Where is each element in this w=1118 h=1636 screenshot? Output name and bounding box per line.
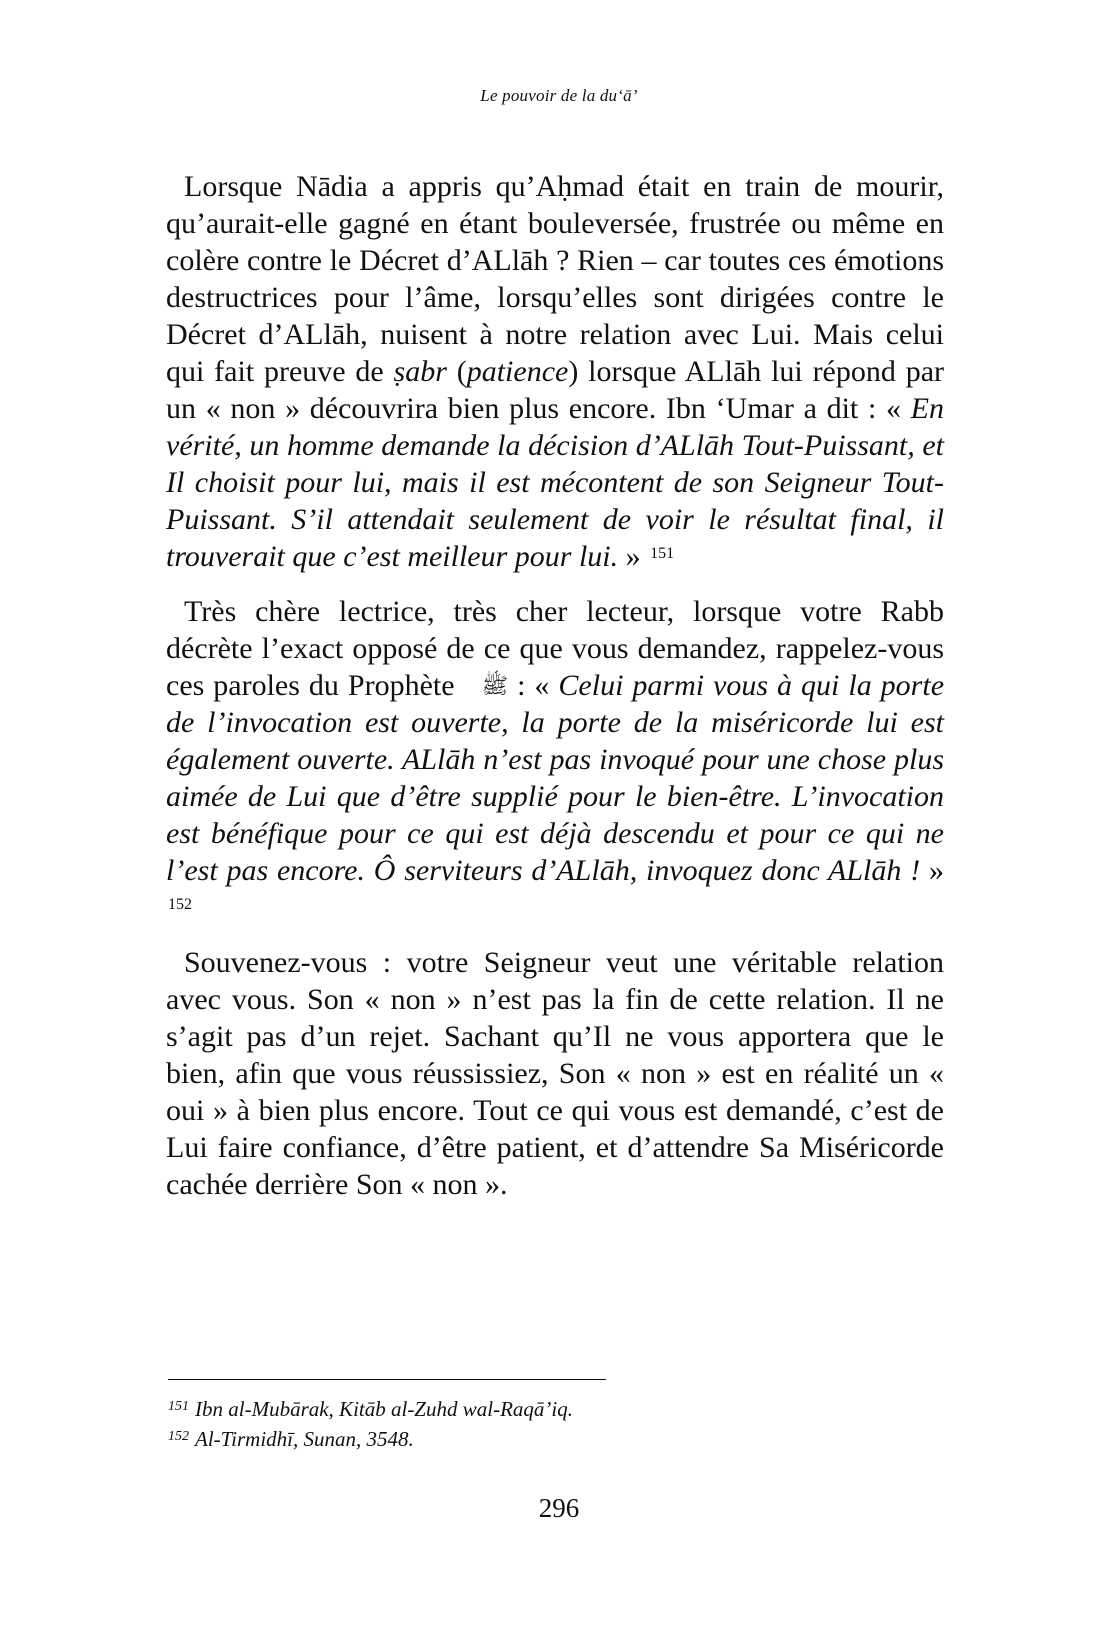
footnote-number: 151 <box>168 1399 189 1414</box>
footnote-ref[interactable]: 152 <box>168 896 192 913</box>
quote-text: patience <box>466 355 569 388</box>
footnote-152 <box>168 1424 948 1454</box>
footnote-number: 152 <box>168 1429 189 1444</box>
footnote-ref[interactable]: 151 <box>650 545 675 562</box>
paragraph-text: Lorsque Nādia a appris qu’Aḥmad était en train de mourir, qu’aurait-elle gagné en étant bouleversée, frustrée ou même en colère contre le Décret d’ALlāh ? Rien – car toutes ces émotions destructrices pour l’âme, lorsqu’elles sont dirigées contre le Décret d’ALlāh, nuisent à notre relation avec Lui. Mais celui qui fait preuve de <box>166 170 944 388</box>
paragraph-text: ) lorsque ALlāh lui répond par un « non » découvrira bien plus encore. Ibn ‘Umar a dit : « <box>166 355 944 425</box>
paragraph-text: Très chère lectrice, très cher lecteur, lorsque votre Rabb décrète l’exact opposé de ce que vous demandez, rappelez-vous ces paroles du Prophète <box>166 595 944 702</box>
running-head: Le pouvoir de la du‘ā’ <box>480 86 638 105</box>
footnote-text: Al-Tirmidhī, Sunan, 3548. <box>195 1427 414 1451</box>
footnotes <box>168 1394 948 1454</box>
quote-text: En vérité, un homme demande la décision d’ALlāh Tout-Puissant, et Il choisit pour lui, mais il est mécontent de son Seigneur Tout-Puissant. S’il attendait seulement de voir le résultat final, il trouverait que c’est meilleur pour lui. <box>166 392 944 573</box>
footnote-151 <box>168 1394 948 1424</box>
quote-text: Celui parmi vous à qui la porte de l’invocation est ouverte, la porte de la miséricorde lui est également ouverte. ALlāh n’est pas invoqué pour une chose plus aimée de Lui que d’être supplié pour le bien-être. L’invocation est bénéfique pour ce qui est déjà descendu et pour ce qui ne l’est pas encore. Ô serviteurs d’ALlāh, invoquez donc ALlāh ! <box>166 669 945 887</box>
paragraph-text: : « <box>508 669 559 702</box>
paragraph <box>166 593 944 926</box>
salawat-glyph: ﷺ <box>481 673 509 698</box>
paragraph <box>166 168 944 575</box>
quote-text: ṣabr <box>393 355 447 388</box>
paragraph-text: ( <box>446 355 467 388</box>
paragraph-text: » <box>920 854 944 887</box>
paragraph-text: » <box>618 540 641 573</box>
footnote-text: Ibn al-Mubārak, Kitāb al-Zuhd wal-Raqā’iq. <box>195 1397 573 1421</box>
paragraph <box>166 944 944 1203</box>
page-number: 296 <box>538 1493 580 1523</box>
body-text <box>166 168 944 1221</box>
paragraph-text: Souvenez-vous : votre Seigneur veut une véritable relation avec vous. Son « non » n’est pas la fin de cette relation. Il ne s’agit pas d’un rejet. Sachant qu’Il ne vous apportera que le bien, afin que vous réussissiez, Son « non » est en réalité un « oui » à bien plus encore. Tout ce qui vous est demandé, c’est de Lui faire confiance, d’être patient, et d’attendre Sa Miséricorde cachée derrière Son « non ». <box>166 946 944 1201</box>
footnote-rule <box>168 1379 606 1380</box>
